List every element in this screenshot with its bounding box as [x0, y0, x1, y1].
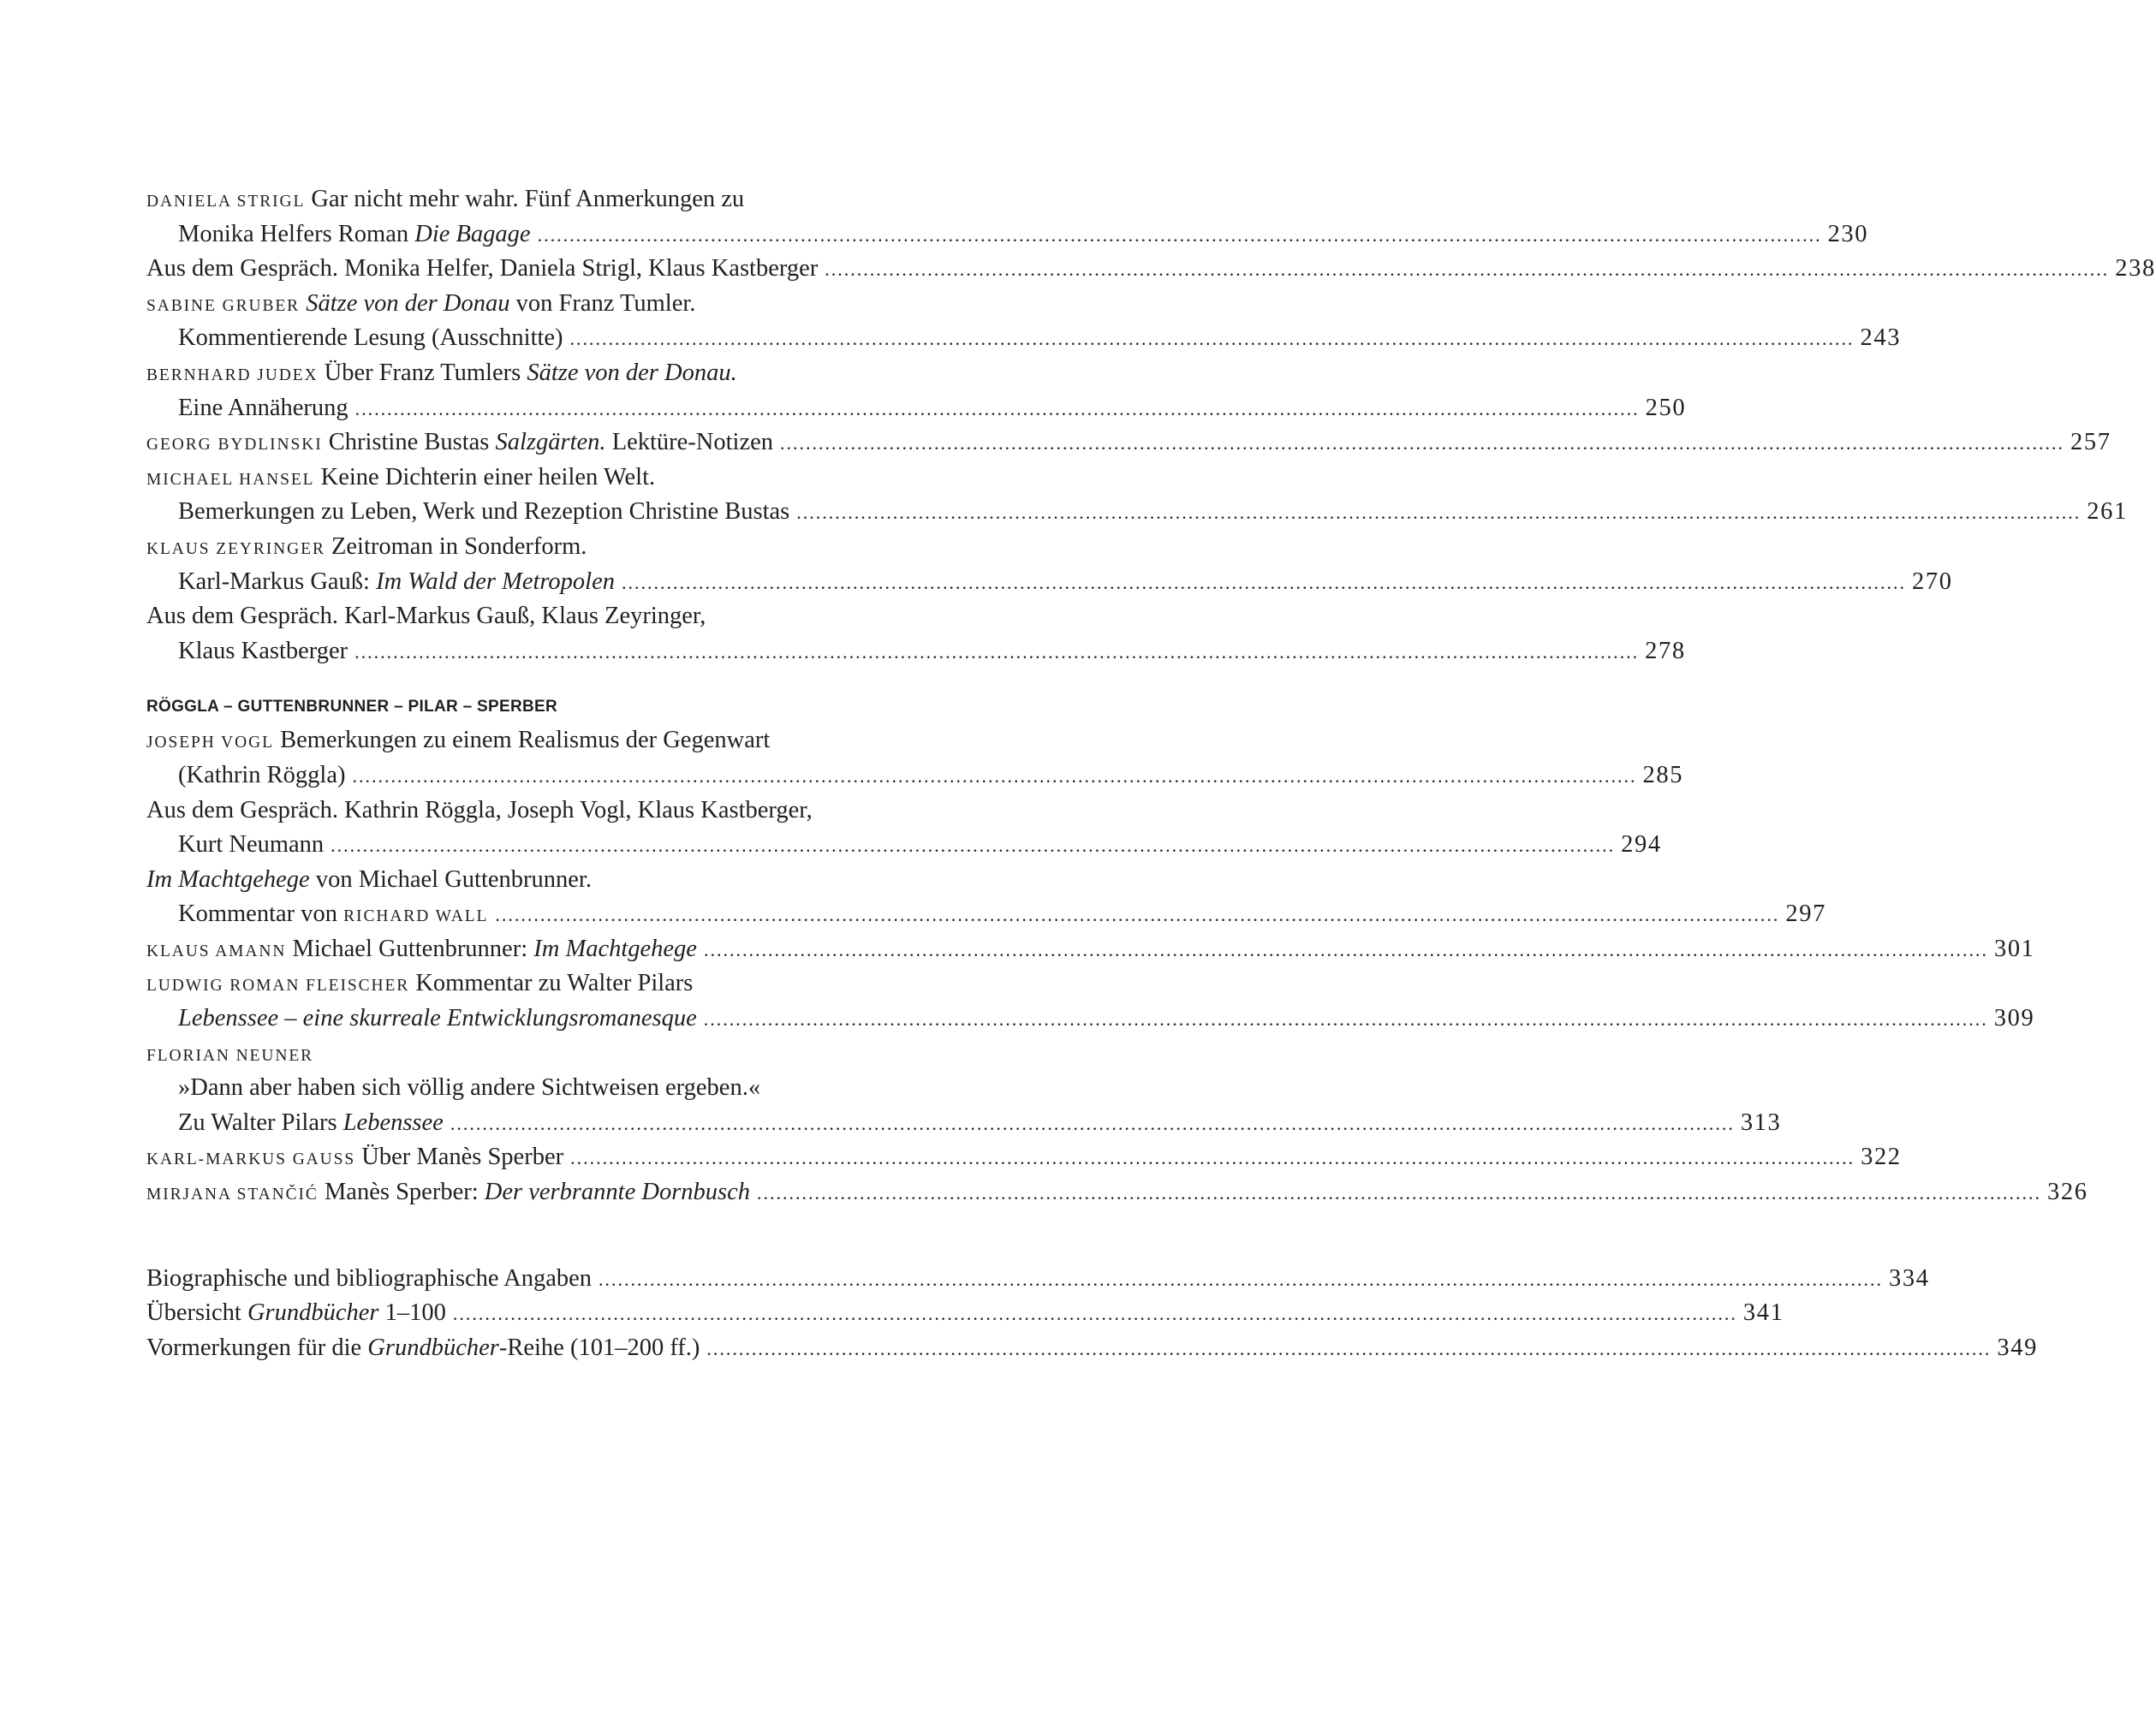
toc-entry-text	[178, 565, 615, 600]
toc-entry-text	[178, 391, 348, 426]
entry-text: Christine Bustas	[322, 429, 496, 456]
dot-leader: ........................................................................................................................................................................................................	[537, 223, 1822, 246]
dot-leader: ........................................................................................................................................................................................................	[703, 1008, 1988, 1031]
author-name: BERNHARD JUDEX	[146, 366, 319, 384]
entry-text: von Franz Tumler.	[509, 289, 696, 317]
page-number: 309	[1993, 1005, 2035, 1032]
toc-entry-line	[146, 425, 2111, 461]
author-name: FLORIAN NEUNER	[146, 1046, 314, 1065]
dot-leader: ........................................................................................................................................................................................................	[796, 502, 2082, 524]
toc-entry-text	[178, 1002, 697, 1037]
toc-entry-line	[146, 1106, 1782, 1141]
toc-entry-text	[178, 828, 324, 863]
page-number: 238	[2115, 255, 2156, 282]
entry-text: Bemerkungen zu einem Realismus der Gegenwart	[273, 727, 771, 754]
work-title: Grundbücher	[367, 1334, 499, 1361]
toc-entry-line	[146, 391, 1687, 426]
dot-leader: ........................................................................................................................................................................................................	[599, 1268, 1884, 1290]
toc-entry-text	[146, 287, 695, 324]
toc-entry-line	[146, 217, 1869, 253]
page-number: 349	[1997, 1334, 2038, 1361]
toc-entry-text	[146, 723, 770, 761]
work-title: Lebenssee	[342, 1109, 444, 1136]
entry-text: Lektüre-Notizen	[605, 429, 774, 456]
toc-entry-text	[146, 863, 592, 898]
toc-entry-line	[146, 863, 986, 898]
work-title: Lebenssee – eine skurreale Entwicklungsromanesque	[178, 1005, 697, 1032]
toc-entry-line	[146, 897, 1826, 932]
page-number: 230	[1827, 220, 1869, 247]
toc-entry-text	[178, 897, 488, 935]
author-name: MICHAEL HANSEL	[146, 470, 315, 489]
toc-entry-line	[146, 932, 2035, 967]
toc-entry-text	[146, 425, 773, 463]
dot-leader: ........................................................................................................................................................................................................	[570, 1147, 1855, 1169]
page-number: 297	[1785, 901, 1826, 928]
page-number: 334	[1889, 1264, 1930, 1292]
entry-text: Michael Guttenbrunner:	[286, 935, 534, 962]
toc-entry-text	[146, 461, 655, 498]
page-number: 294	[1621, 831, 1662, 859]
entry-text: Übersicht	[146, 1299, 247, 1327]
toc-entry-text	[146, 1331, 700, 1366]
page-number: 250	[1645, 394, 1687, 421]
toc-entry-text	[146, 356, 737, 394]
entry-text: Karl-Markus Gauß:	[178, 568, 377, 595]
page-number: 278	[1645, 637, 1686, 664]
page-number: 313	[1740, 1109, 1782, 1136]
section-spacer	[146, 1210, 986, 1262]
toc-entry-line	[146, 1071, 986, 1106]
toc-entry-line	[146, 182, 986, 217]
entry-text: Bemerkungen zu Leben, Werk und Rezeption Christine Bustas	[178, 498, 790, 526]
work-title: Sätze von der Donau.	[527, 359, 737, 386]
toc-entry-line	[146, 599, 986, 634]
author-name: SABINE GRUBER	[146, 296, 301, 315]
toc-entry-line	[146, 461, 986, 496]
entry-text: Keine Dichterin einer heilen Welt.	[314, 463, 656, 490]
toc-entry-line	[146, 252, 2156, 287]
entry-text: Aus dem Gespräch. Kathrin Röggla, Joseph Vogl, Klaus Kastberger,	[146, 796, 813, 823]
author-name: KARL-MARKUS GAUSS	[146, 1150, 356, 1169]
dot-leader: ........................................................................................................................................................................................................	[757, 1182, 2042, 1204]
page-number: 326	[2047, 1179, 2088, 1206]
page-number: 261	[2087, 498, 2128, 526]
toc-entry-line	[146, 530, 986, 565]
dot-leader: ........................................................................................................................................................................................................	[825, 259, 2110, 281]
dot-leader: ........................................................................................................................................................................................................	[450, 1112, 1735, 1134]
work-title: Die Bagage	[414, 220, 531, 247]
entry-text: Kommentar zu Walter Pilars	[409, 970, 694, 997]
section-heading: RÖGGLA – GUTTENBRUNNER – PILAR – SPERBER	[146, 698, 558, 716]
entry-text: 1–100	[378, 1299, 446, 1327]
author-name: GEORG BYDLINSKI	[146, 436, 323, 455]
author-name: KLAUS ZEYRINGER	[146, 539, 325, 558]
work-title: Der verbrannte Dornbusch	[484, 1179, 751, 1206]
toc-entry-text	[146, 252, 818, 287]
page-number: 243	[1860, 324, 1902, 352]
author-name: KLAUS AMANN	[146, 942, 287, 960]
dot-leader: ........................................................................................................................................................................................................	[352, 764, 1637, 787]
page-number: 322	[1861, 1144, 1902, 1171]
dot-leader: ........................................................................................................................................................................................................	[354, 640, 1640, 663]
toc-entry-text	[146, 1140, 563, 1178]
toc-entry-text	[146, 1262, 592, 1297]
author-name: MIRJANA STANČIĆ	[146, 1186, 319, 1204]
entry-text: Gar nicht mehr wahr. Fünf Anmerkungen zu	[305, 186, 745, 212]
entry-text: Aus dem Gespräch. Karl-Markus Gauß, Klaus Zeyringer,	[146, 603, 706, 630]
table-of-contents	[146, 182, 2156, 1365]
toc-entry-line	[146, 758, 1684, 794]
toc-entry-line	[146, 321, 1902, 356]
toc-entry-line	[146, 356, 986, 391]
toc-entry-text	[178, 1106, 444, 1141]
toc-entry-line	[146, 287, 986, 322]
toc-entry-line	[146, 1002, 2035, 1037]
toc-entry-line	[146, 723, 986, 758]
page-number: 257	[2070, 429, 2111, 456]
toc-entry-line	[146, 1175, 2088, 1210]
entry-text: Über Manès Sperber	[355, 1144, 564, 1171]
page-number: 341	[1742, 1299, 1784, 1327]
entry-text: von Michael Guttenbrunner.	[309, 865, 592, 893]
toc-entry-text	[178, 1071, 760, 1106]
entry-text: Aus dem Gespräch. Monika Helfer, Daniela Strigl, Klaus Kastberger	[146, 255, 819, 282]
toc-entry-line	[146, 1296, 1784, 1331]
entry-text: Über Franz Tumlers	[318, 359, 527, 386]
entry-text: Vormerkungen für die	[146, 1334, 368, 1361]
entry-text: Manès Sperber:	[318, 1179, 485, 1206]
toc-entry-text	[178, 634, 348, 669]
dot-leader: ........................................................................................................................................................................................................	[703, 938, 1988, 960]
work-title: Sätze von der Donau	[306, 289, 510, 317]
work-title: Grundbücher	[247, 1299, 379, 1327]
toc-entry-text	[178, 758, 346, 794]
author-name: RICHARD WALL	[343, 907, 489, 926]
entry-text: Eine Annäherung	[178, 394, 348, 421]
toc-entry-line	[146, 1331, 2038, 1366]
entry-text: (Kathrin Röggla)	[178, 761, 346, 788]
entry-text: -Reihe (101–200 ff.)	[498, 1334, 700, 1361]
toc-entry-line	[146, 794, 986, 829]
page-number: 301	[1993, 935, 2035, 962]
toc-entry-text	[178, 495, 789, 530]
entry-text: Klaus Kastberger	[178, 637, 348, 664]
dot-leader: ........................................................................................................................................................................................................	[452, 1303, 1737, 1325]
toc-entry-text	[178, 217, 531, 253]
entry-text: »Dann aber haben sich völlig andere Sichtweisen ergeben.«	[178, 1074, 761, 1102]
dot-leader: ........................................................................................................................................................................................................	[780, 432, 2065, 455]
toc-entry-line	[146, 495, 2128, 530]
toc-entry-line	[146, 828, 1662, 863]
dot-leader: ........................................................................................................................................................................................................	[331, 835, 1616, 857]
work-title: Im Machtgehege	[146, 865, 310, 893]
toc-entry-line	[146, 1262, 1930, 1297]
entry-text: Zeitroman in Sonderform.	[325, 532, 587, 560]
work-title: Salzgärten.	[495, 429, 606, 456]
entry-text: Kurt Neumann	[178, 831, 325, 859]
toc-entry-text	[146, 1175, 750, 1213]
entry-text: Biographische und bibliographische Angaben	[146, 1264, 593, 1292]
dot-leader: ........................................................................................................................................................................................................	[569, 328, 1855, 350]
page-number: 270	[1912, 568, 1953, 595]
author-name: LUDWIG ROMAN FLEISCHER	[146, 977, 410, 996]
toc-entry-text	[146, 530, 587, 568]
toc-entry-text	[146, 794, 813, 829]
toc-entry-text	[146, 966, 693, 1004]
toc-entry-line	[146, 565, 1953, 600]
toc-entry-text	[146, 1037, 313, 1074]
dot-leader: ........................................................................................................................................................................................................	[706, 1337, 1992, 1359]
author-name: DANIELA STRIGL	[146, 193, 306, 211]
work-title: Im Machtgehege	[533, 935, 697, 962]
page-number: 285	[1642, 761, 1684, 788]
dot-leader: ........................................................................................................................................................................................................	[495, 904, 1780, 926]
entry-text: Zu Walter Pilars	[178, 1109, 343, 1136]
toc-entry-text	[146, 932, 697, 970]
section-spacer	[146, 669, 986, 693]
toc-entry-text	[146, 1296, 446, 1331]
entry-text: Kommentierende Lesung (Ausschnitte)	[178, 324, 563, 352]
toc-entry-text	[146, 599, 706, 634]
toc-entry-line	[146, 1140, 1902, 1175]
entry-text: Kommentar von	[178, 901, 344, 928]
work-title: Im Wald der Metropolen	[376, 568, 616, 595]
toc-entry-line	[146, 1037, 986, 1072]
toc-entry-line	[146, 966, 986, 1002]
toc-entry-line	[146, 634, 1686, 669]
entry-text: Monika Helfers Roman	[178, 220, 415, 247]
toc-entry-text	[178, 321, 563, 356]
dot-leader: ........................................................................................................................................................................................................	[622, 571, 1907, 593]
dot-leader: ........................................................................................................................................................................................................	[354, 397, 1640, 419]
toc-entry-text	[146, 182, 744, 220]
author-name: JOSEPH VOGL	[146, 734, 274, 752]
